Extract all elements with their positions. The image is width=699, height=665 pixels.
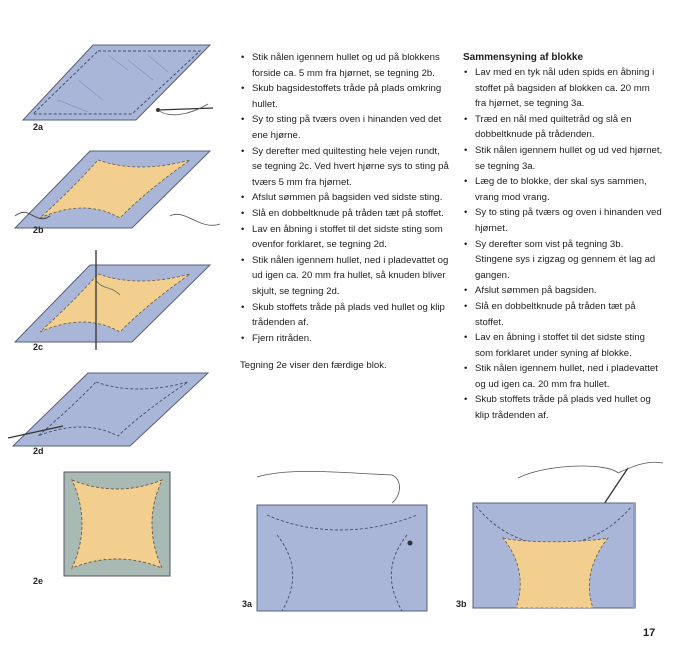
list-item: • Slå en dobbeltknude på tråden tæt på stoffet. <box>240 206 450 222</box>
section-heading: Sammensyning af blokke <box>463 52 584 63</box>
list-item: • Lav en åbning i stoffet til det sidste sting som forklaret under syning af blokke. <box>463 330 663 361</box>
figure-3b <box>468 458 668 613</box>
list-item: • Lav med en tyk nål uden spids en åbning i stoffet på bagsiden af blokken ca. 20 mm fra hjørnet, se tegning 3a. <box>463 65 663 112</box>
list-item: • Slå en dobbeltknude på tråden tæt på stoffet. <box>463 299 663 330</box>
list-item: • Afslut sømmen på bagsiden ved sidste sting. <box>240 190 450 206</box>
list-item: • Sy derefter med quiltesting hele vejen rundt, se tegning 2c. Ved hvert hjørne sys to sting på tværs 5 mm fra hjørnet. <box>240 144 450 191</box>
list-item: • Stik nålen igennem hullet, ned i pladevattet og ud igen ca. 20 mm fra hullet. <box>463 361 663 392</box>
figure-label-3a: 3a <box>242 599 253 609</box>
figure-2a <box>18 40 228 130</box>
figure-label-2d: 2d <box>33 446 44 456</box>
list-item: • Sy to sting på tværs oven i hinanden ved det ene hjørne. <box>240 112 450 143</box>
figure-2e <box>62 470 174 580</box>
figure-label-2a: 2a <box>33 122 44 132</box>
instruction-list-2 <box>463 65 663 424</box>
page-number: 17 <box>643 627 656 639</box>
instruction-list-1 <box>240 50 450 346</box>
list-item: • Lav en åbning i stoffet til det sidste sting som ovenfor forklaret, se tegning 2d. <box>240 222 450 253</box>
figure-label-2e: 2e <box>33 576 44 586</box>
figure-2d <box>8 368 223 453</box>
list-item: • Sy to sting på tværs og oven i hinanden ved hjørnet. <box>463 205 663 236</box>
figure-2c <box>10 250 225 350</box>
list-item: • Fjern ritråden. <box>240 331 450 347</box>
figure-label-2b: 2b <box>33 225 44 235</box>
figure-note: Tegning 2e viser den færdige blok. <box>240 360 387 372</box>
list-item: • Læg de to blokke, der skal sys sammen, vrang mod vrang. <box>463 174 663 205</box>
list-item: • Stik nålen igennem hullet og ud ved hjørnet, se tegning 3a. <box>463 143 663 174</box>
list-item: • Træd en nål med quiltetråd og slå en dobbeltknude på trådenden. <box>463 112 663 143</box>
list-item: • Skub stoffets tråde på plads ved hullet og klip trådenden af. <box>240 300 450 331</box>
list-item: • Skub bagsidestoffets tråde på plads omkring hullet. <box>240 81 450 112</box>
list-item: • Stik nålen igennem hullet og ud på blokkens forside ca. 5 mm fra hjørnet, se tegning 2b. <box>240 50 450 81</box>
list-item: • Skub stoffets tråde på plads ved hullet og klip trådenden af. <box>463 392 663 423</box>
instructions-column-2 <box>463 50 663 424</box>
list-item: • Stik nålen igennem hullet, ned i pladevattet og ud igen ca. 20 mm fra hullet, så knuden bliver skjult, se tegning 2d. <box>240 253 450 300</box>
figure-3a <box>252 465 437 615</box>
list-item: • Sy derefter som vist på tegning 3b. Stingene sys i zigzag og gennem ét lag ad gangen. <box>463 237 663 284</box>
instructions-column-1 <box>240 50 450 374</box>
figure-label-3b: 3b <box>456 599 467 609</box>
figure-label-2c: 2c <box>33 342 44 352</box>
list-item: • Afslut sømmen på bagsiden. <box>463 283 663 299</box>
